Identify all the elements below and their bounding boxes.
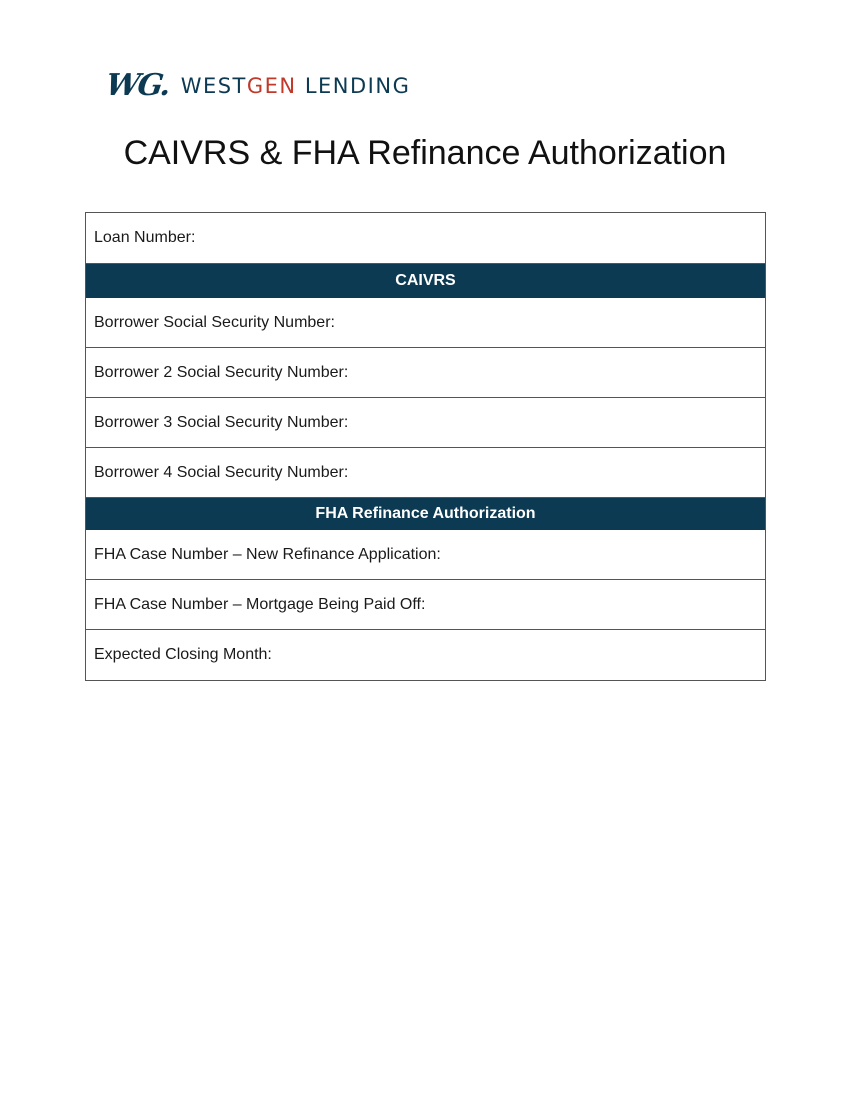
westgen-lending-logo	[103, 64, 411, 108]
borrower-ssn-field[interactable]: Borrower Social Security Number:	[86, 298, 765, 348]
authorization-form-table	[85, 212, 766, 681]
loan-number-field[interactable]: Loan Number:	[86, 213, 765, 264]
borrower-4-ssn-field[interactable]: Borrower 4 Social Security Number:	[86, 448, 765, 498]
fha-case-number-new-field[interactable]: FHA Case Number – New Refinance Application:	[86, 530, 765, 580]
expected-closing-month-field[interactable]: Expected Closing Month:	[94, 646, 272, 663]
borrower-3-ssn-field[interactable]: Borrower 3 Social Security Number:	[86, 398, 765, 448]
document-title: CAIVRS & FHA Refinance Authorization	[123, 134, 727, 172]
fha-case-number-payoff-field[interactable]: FHA Case Number – Mortgage Being Paid Off:	[86, 580, 765, 630]
caivrs-section-header: CAIVRS	[86, 264, 765, 298]
logo-wordmark: WESTGEN LENDING	[180, 73, 411, 98]
fha-refinance-section-header: FHA Refinance Authorization	[86, 498, 765, 530]
wg-monogram-logo: WG.	[103, 68, 172, 103]
borrower-2-ssn-field[interactable]: Borrower 2 Social Security Number:	[86, 348, 765, 398]
